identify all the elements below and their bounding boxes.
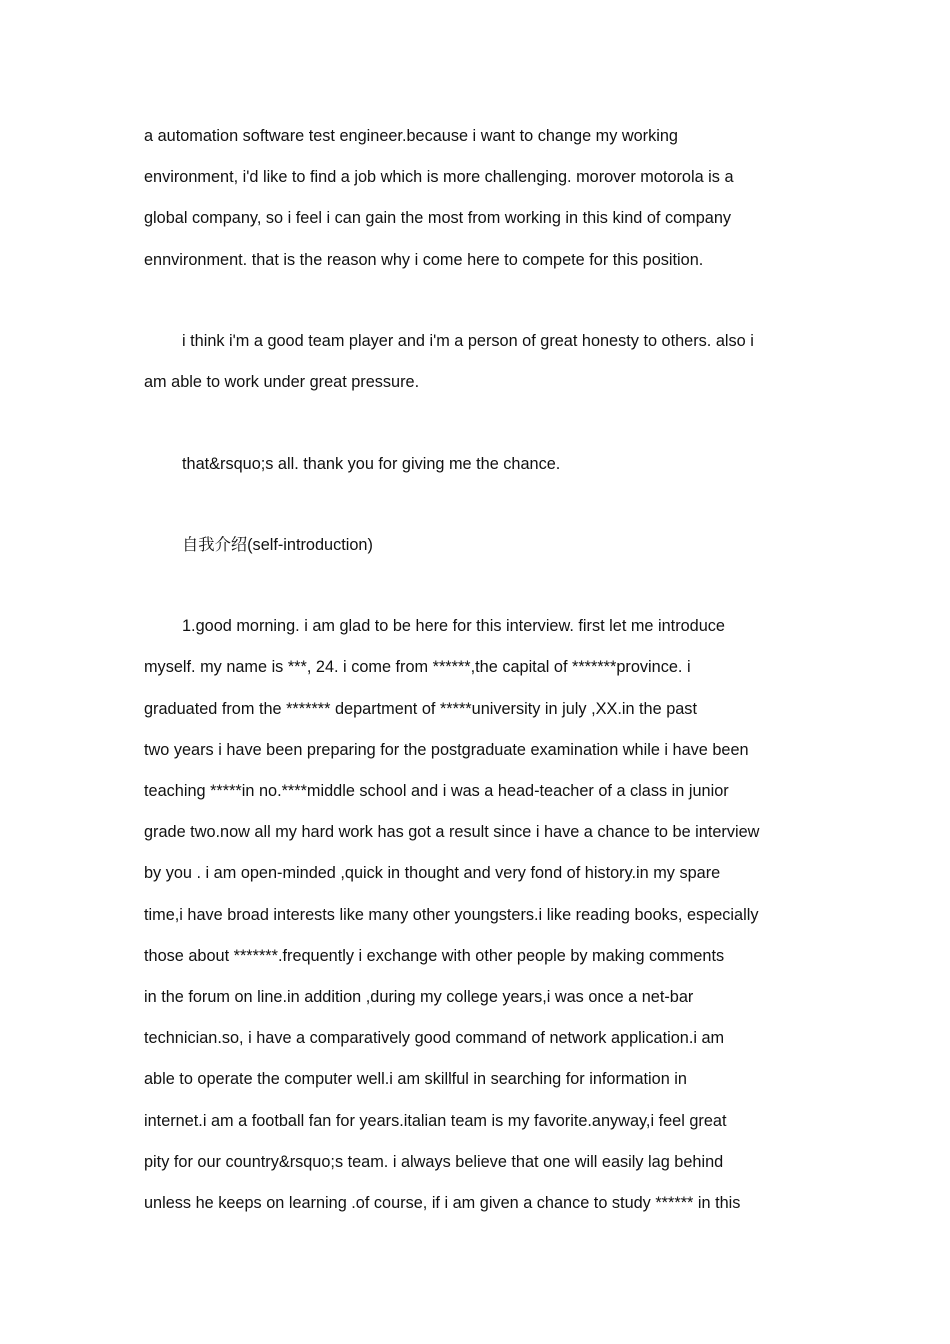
text-line: internet.i am a football fan for years.italian team is my favorite.anyway,i feel great <box>144 1111 727 1130</box>
text-line: teaching *****in no.****middle school and i was a head-teacher of a class in junior <box>144 782 729 800</box>
text-line: in the forum on line.in addition ,during my college years,i was once a net-bar <box>144 987 694 1006</box>
text-line: pity for our country&rsquo;s team. i always believe that one will easily lag behind <box>144 1152 724 1171</box>
text-line: ennvironment. that is the reason why i come here to compete for this position. <box>144 250 704 269</box>
text-line: 1.good morning. i am glad to be here for this interview. first let me introduce <box>182 617 725 636</box>
text-line: technician.so, i have a comparatively good command of network application.i am <box>144 1029 725 1048</box>
text-line: i think i'm a good team player and i'm a person of great honesty to others. also i <box>182 331 754 350</box>
paragraph-job-reason <box>144 116 810 281</box>
paragraph-self-introduction <box>144 606 810 1224</box>
text-line: two years i have been preparing for the postgraduate examination while i have been <box>144 740 749 759</box>
text-line: able to operate the computer well.i am skillful in searching for information in <box>144 1070 687 1089</box>
section-heading <box>144 525 810 566</box>
text-line: am able to work under great pressure. <box>144 373 420 392</box>
text-line: that&rsquo;s all. thank you for giving me the chance. <box>182 454 561 473</box>
text-line: grade two.now all my hard work has got a result since i have a chance to be interview <box>144 823 760 842</box>
text-line: by you . i am open-minded ,quick in thought and very fond of history.in my spare <box>144 864 721 883</box>
paragraph-team-player <box>144 321 810 403</box>
document-body <box>144 116 810 1264</box>
text-line: environment, i'd like to find a job which is more challenging. morover motorola is a <box>144 168 734 187</box>
paragraph-closing <box>144 444 810 485</box>
text-line: graduated from the ******* department of *****university in july ,XX.in the past <box>144 699 697 718</box>
heading-line: 自我介绍(self-introduction) <box>182 535 373 554</box>
text-line: myself. my name is ***, 24. i come from ******,the capital of *******province. i <box>144 658 691 677</box>
text-line: unless he keeps on learning .of course, if i am given a chance to study ****** in this <box>144 1193 741 1212</box>
text-line: those about *******.frequently i exchange with other people by making comments <box>144 946 725 965</box>
text-line: time,i have broad interests like many other youngsters.i like reading books, especially <box>144 905 759 924</box>
text-line: global company, so i feel i can gain the most from working in this kind of company <box>144 209 732 228</box>
text-line: a automation software test engineer.because i want to change my working <box>144 127 678 145</box>
